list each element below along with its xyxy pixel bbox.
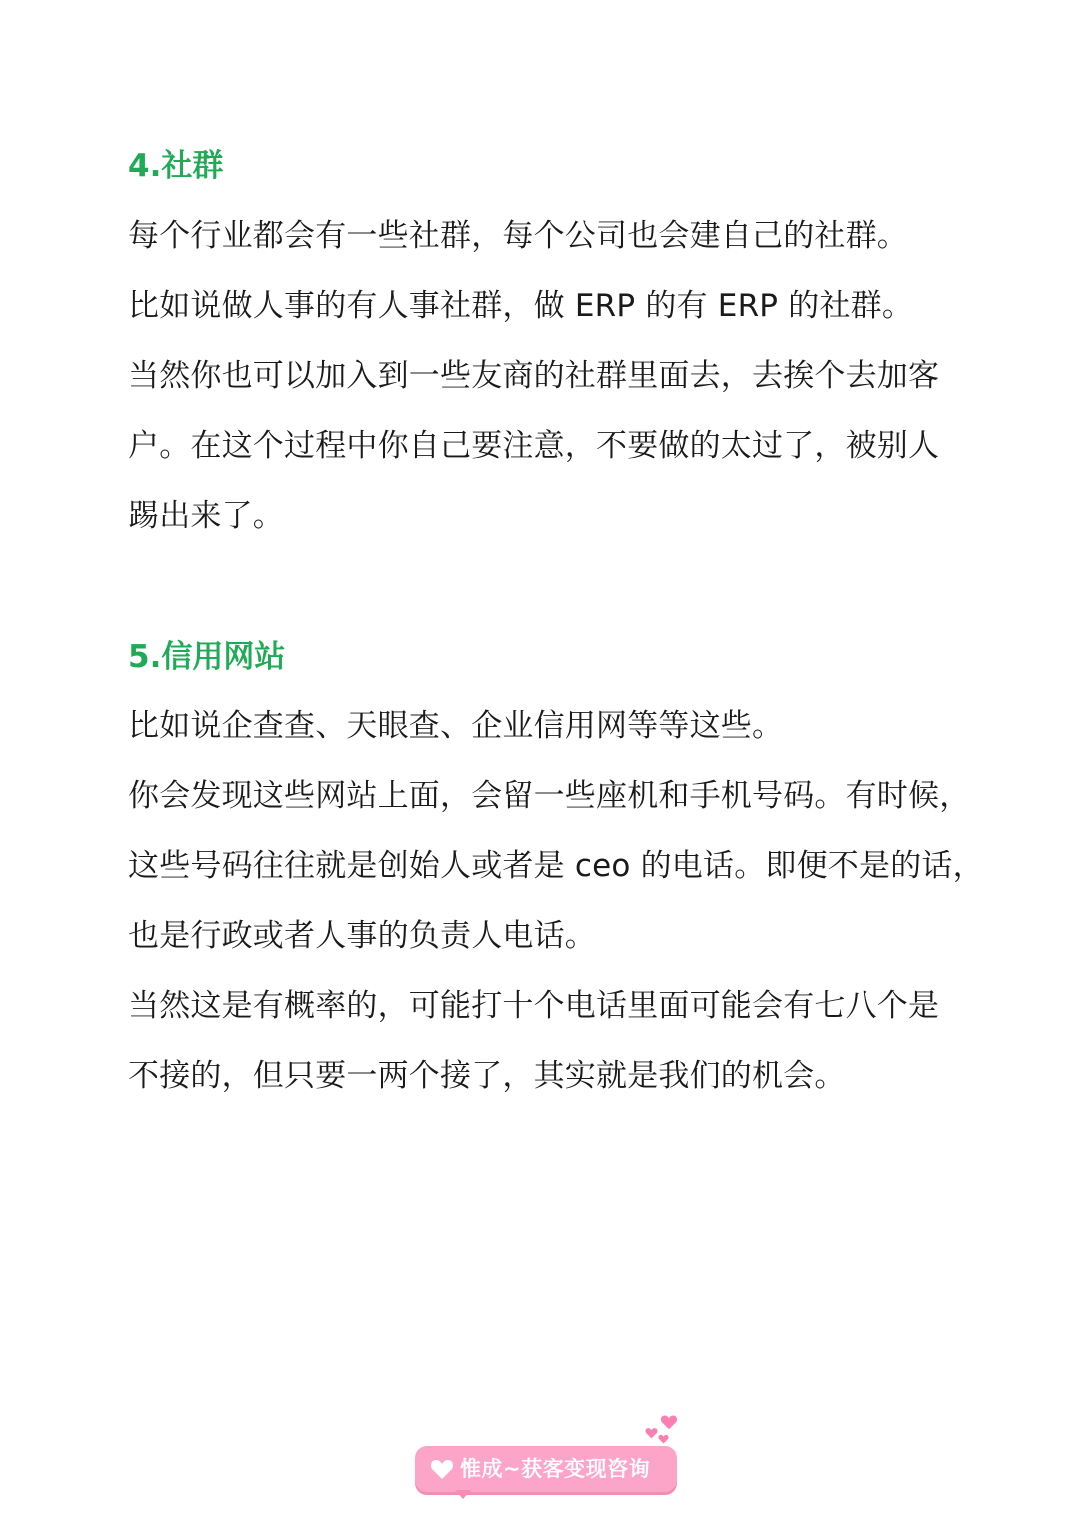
paragraph-line: 这些号码往往就是创始人或者是 ceo 的电话。即便不是的话， [128,848,984,884]
paragraph-line: 当然这是有概率的，可能打十个电话里面可能会有七八个是 [128,988,940,1024]
section-heading-credit-websites: 5.信用网站 [128,639,286,675]
paragraph-line: 比如说企查查、天眼查、企业信用网等等这些。 [128,708,784,744]
paragraph-line: 不接的，但只要一两个接了，其实就是我们的机会。 [128,1058,846,1094]
badge-tail [455,1490,471,1499]
section-heading-community: 4.社群 [128,148,224,184]
paragraph-line: 每个行业都会有一些社群，每个公司也会建自己的社群。 [128,218,908,254]
heart-icon [430,1458,454,1480]
paragraph-line: 户。在这个过程中你自己要注意，不要做的太过了，被别人 [128,428,940,464]
paragraph-line: 踢出来了。 [128,498,284,534]
paragraph-line: 当然你也可以加入到一些友商的社群里面去，去挨个去加客 [128,358,940,394]
badge-label: 惟成~获客变现咨询 [460,1457,651,1481]
small-heart-icon [660,1414,678,1430]
small-heart-icon [658,1434,669,1444]
paragraph-line: 比如说做人事的有人事社群，做 ERP 的有 ERP 的社群。 [128,288,914,324]
paragraph-line: 你会发现这些网站上面，会留一些座机和手机号码。有时候， [128,778,971,814]
small-heart-icon [645,1427,658,1439]
paragraph-line: 也是行政或者人事的负责人电话。 [128,918,596,954]
